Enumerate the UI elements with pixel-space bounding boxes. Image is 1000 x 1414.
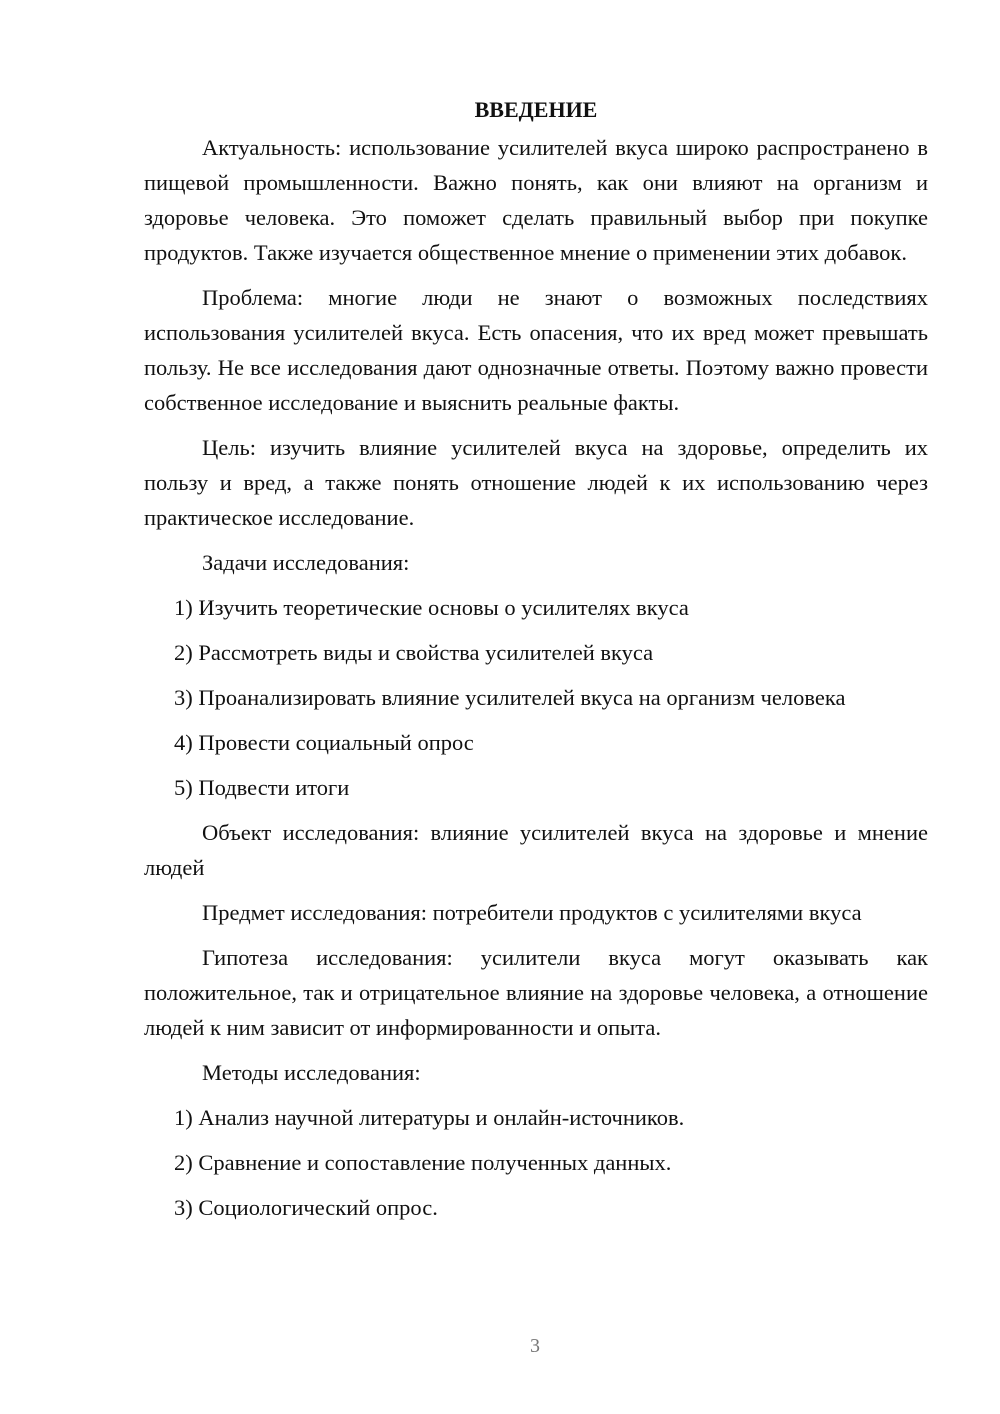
task-item-3: 3) Проанализировать влияние усилителей вкуса на организм человека bbox=[174, 685, 846, 710]
problem-paragraph: Проблема: многие люди не знают о возможных последствиях использования усилителей вкуса. Есть опасения, что их вред может превышать пользу. Не все исследования дают однозначные ответы. Поэтому важно провести собственное исследование и выяснить реальные факты. bbox=[144, 285, 928, 415]
document-page bbox=[144, 90, 928, 1235]
task-item-5: 5) Подвести итоги bbox=[174, 775, 350, 800]
section-heading: ВВЕДЕНИЕ bbox=[474, 97, 598, 122]
subject-paragraph: Предмет исследования: потребители продуктов с усилителями вкуса bbox=[202, 900, 862, 925]
tasks-heading: Задачи исследования: bbox=[202, 550, 410, 575]
task-item-2: 2) Рассмотреть виды и свойства усилителей вкуса bbox=[174, 640, 654, 665]
object-paragraph: Объект исследования: влияние усилителей вкуса на здоровье и мнение людей bbox=[144, 820, 928, 880]
task-item-1: 1) Изучить теоретические основы о усилителях вкуса bbox=[174, 595, 689, 620]
method-item-1: 1) Анализ научной литературы и онлайн-источников. bbox=[174, 1105, 685, 1130]
page-number: 3 bbox=[530, 1335, 540, 1357]
method-item-3: 3) Социологический опрос. bbox=[174, 1195, 438, 1220]
methods-heading: Методы исследования: bbox=[202, 1060, 421, 1085]
method-item-2: 2) Сравнение и сопоставление полученных данных. bbox=[174, 1150, 672, 1175]
hypothesis-paragraph: Гипотеза исследования: усилители вкуса могут оказывать как положительное, так и отрицательное влияние на здоровье человека, а отношение людей к ним зависит от информированности и опыта. bbox=[144, 945, 928, 1040]
task-item-4: 4) Провести социальный опрос bbox=[174, 730, 474, 755]
goal-paragraph: Цель: изучить влияние усилителей вкуса на здоровье, определить их пользу и вред, а также понять отношение людей к их использованию через практическое исследование. bbox=[144, 435, 928, 530]
relevance-paragraph: Актуальность: использование усилителей вкуса широко распространено в пищевой промышленности. Важно понять, как они влияют на организм и здоровье человека. Это поможет сделать правильный выбор при покупке продуктов. Также изучается общественное мнение о применении этих добавок. bbox=[144, 135, 928, 265]
